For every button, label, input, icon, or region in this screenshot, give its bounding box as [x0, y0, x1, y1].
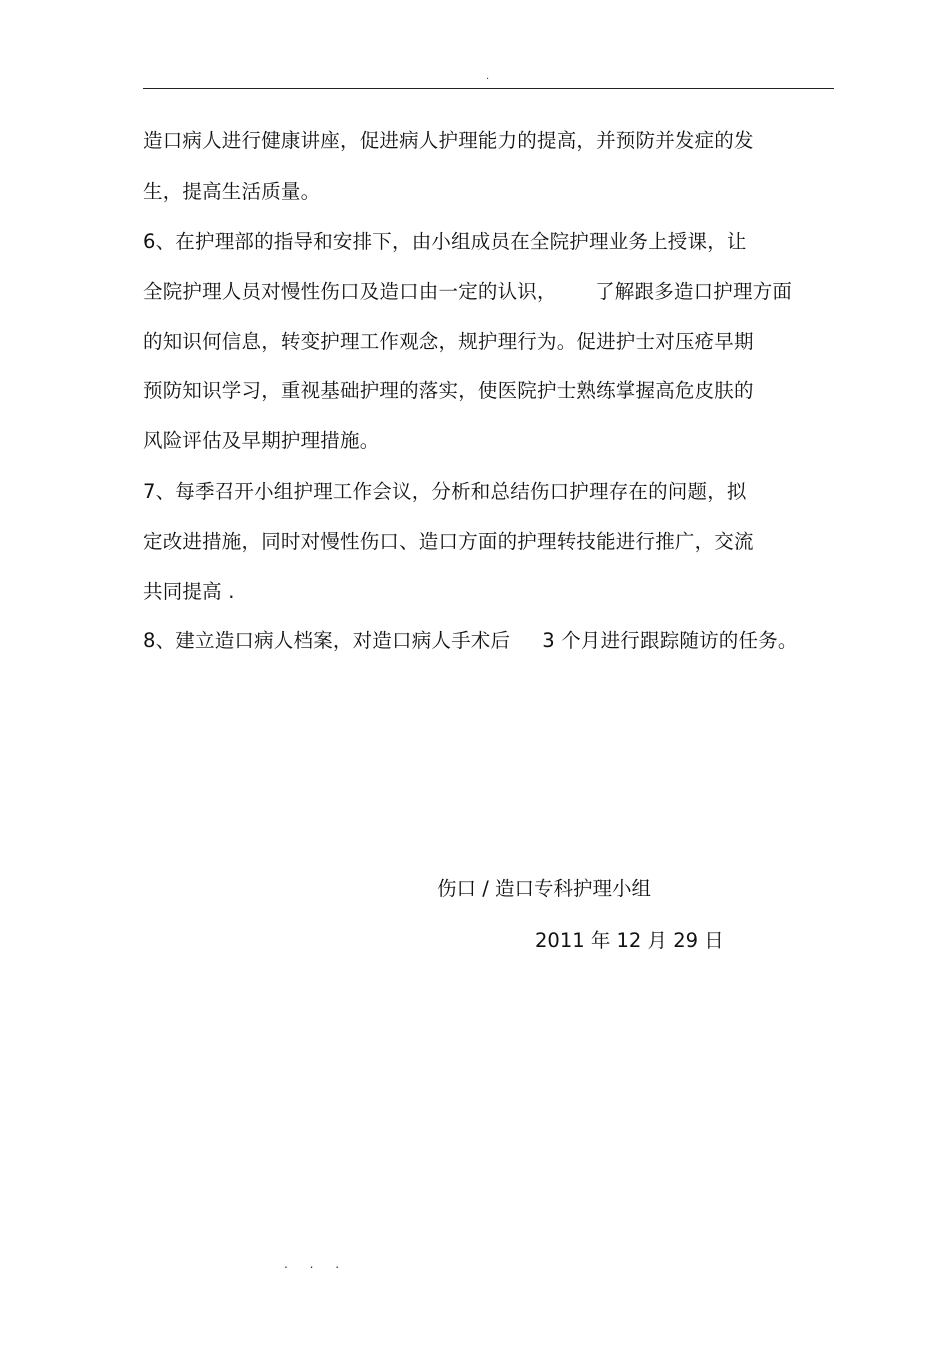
header-rule [143, 88, 834, 89]
body-line: 风险评估及早期护理措施。 [143, 429, 380, 452]
signature-group: 伤口 / 造口专科护理小组 [437, 877, 651, 900]
body-line: 7、每季召开小组护理工作会议，分析和总结伤口护理存在的问题，拟 [143, 480, 747, 503]
body-line: 造口病人进行健康讲座，促进病人护理能力的提高，并预防并发症的发 [143, 129, 754, 152]
body-line: 定改进措施，同时对慢性伤口、造口方面的护理转技能进行推广，交流 [143, 530, 754, 553]
signature-date: 2011 年 12 月 29 日 [535, 929, 724, 952]
body-line: 全院护理人员对慢性伤口及造口由一定的认识， 了解跟多造口护理方面 [143, 280, 793, 303]
header-dot: . [486, 71, 490, 82]
body-line: 共同提高 . [143, 580, 235, 603]
body-line: 预防知识学习，重视基础护理的落实，使医院护士熟练掌握高危皮肤的 [143, 379, 754, 402]
footer-dots: . . . [284, 1257, 349, 1271]
body-line: 6、在护理部的指导和安排下，由小组成员在全院护理业务上授课，让 [143, 230, 747, 253]
body-line: 8、建立造口病人档案，对造口病人手术后 3 个月进行跟踪随访的任务。 [143, 629, 798, 652]
body-line: 生，提高生活质量。 [143, 180, 321, 203]
body-line: 的知识何信息，转变护理工作观念，规护理行为。促进护士对压疮早期 [143, 330, 754, 353]
